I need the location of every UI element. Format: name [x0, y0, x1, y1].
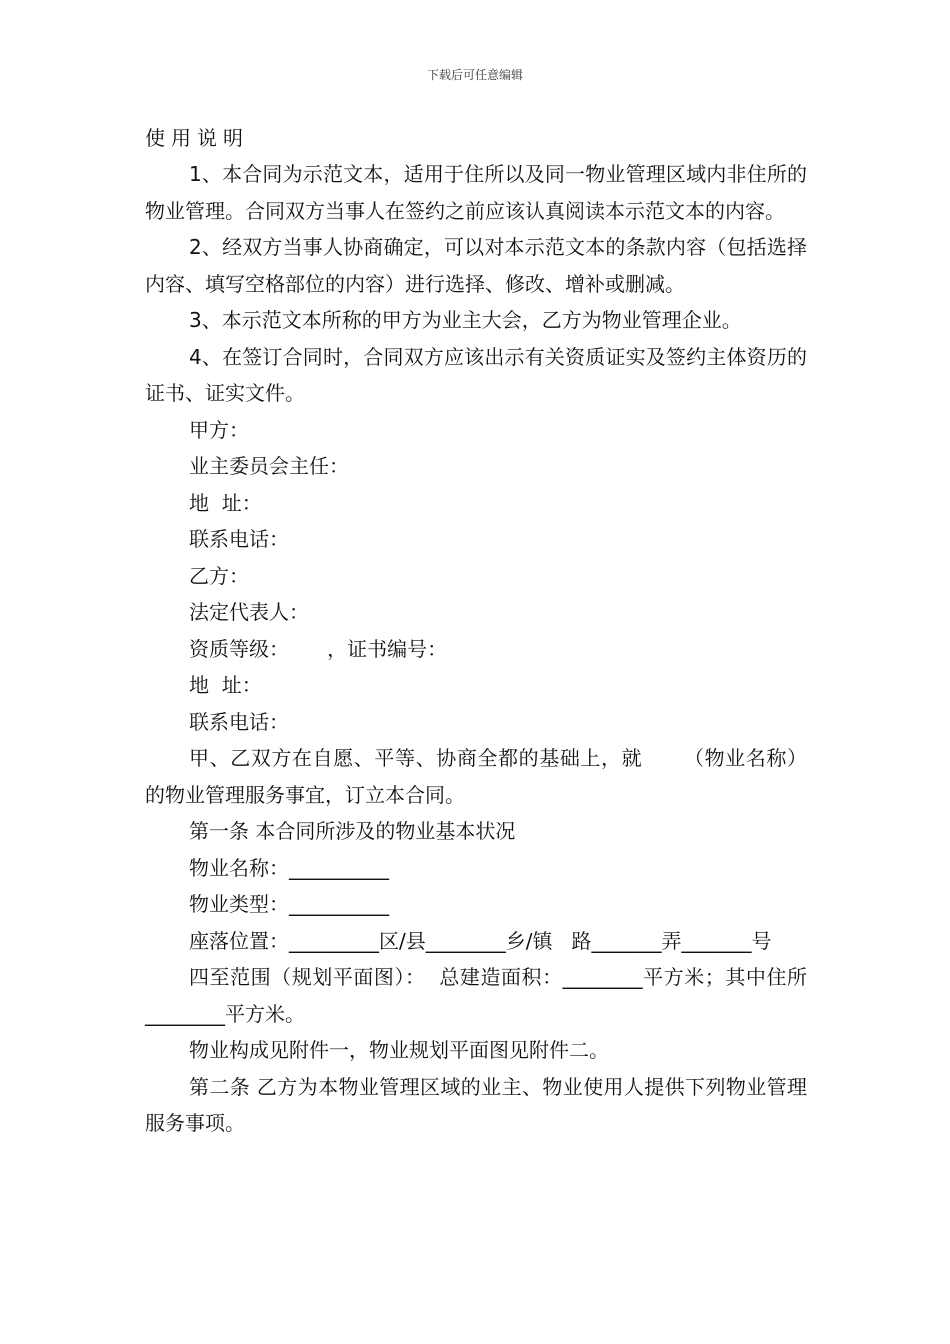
legal-representative-label: 法定代表人：	[189, 600, 309, 624]
composition-note: 物业构成见附件一，物业规划平面图见附件二。	[189, 1038, 609, 1062]
party-b-label: 乙方：	[189, 563, 249, 588]
party-a-label: 甲方：	[189, 417, 249, 442]
instruction-4: 4、在签订合同时，合同双方应该出示有关资质证实及签约主体资历的证书、证实文件。	[145, 344, 807, 405]
instruction-2: 2、经双方当事人协商确定，可以对本示范文本的条款内容（包括选择内容、填写空格部位的内容）进行选择、修改、增补或删减。	[145, 235, 807, 296]
party-b-address-label: 地 址：	[189, 673, 262, 697]
article-1-title: 第一条 本合同所涉及的物业基本状况	[189, 819, 516, 843]
scope-field: 四至范围（规划平面图）： 总建造面积：________平方米；其中住所________平方米。	[145, 965, 807, 1026]
instruction-1: 1、本合同为示范文本，适用于住所以及同一物业管理区域内非住所的物业管理。合同双方当事人在签约之前应该认真阅读本示范文本的内容。	[145, 162, 807, 223]
document-title: 使用说明	[145, 126, 249, 150]
page-header: 下载后可任意编辑	[426, 68, 523, 82]
party-b-phone-label: 联系电话：	[189, 709, 289, 734]
property-type-field: 物业类型：__________	[189, 892, 389, 916]
qualification-label: 资质等级： ，证书编号：	[189, 636, 448, 661]
document-body	[145, 120, 807, 1142]
property-name-field: 物业名称：__________	[189, 855, 389, 880]
committee-director-label: 业主委员会主任：	[189, 454, 349, 478]
party-a-phone-label: 联系电话：	[189, 527, 289, 551]
article-2: 第二条 乙方为本物业管理区域的业主、物业使用人提供下列物业管理服务事项。	[145, 1074, 807, 1135]
instruction-3: 3、本示范文本所称的甲方为业主大会，乙方为物业管理企业。	[189, 308, 742, 332]
location-field: 座落位置：_________区/县________乡/镇 路_______弄_______号	[189, 928, 772, 953]
agreement-intro: 甲、乙双方在自愿、平等、协商全都的基础上，就 （物业名称）的物业管理服务事宜，订立本合同。	[145, 746, 807, 807]
party-a-address-label: 地 址：	[189, 490, 262, 515]
